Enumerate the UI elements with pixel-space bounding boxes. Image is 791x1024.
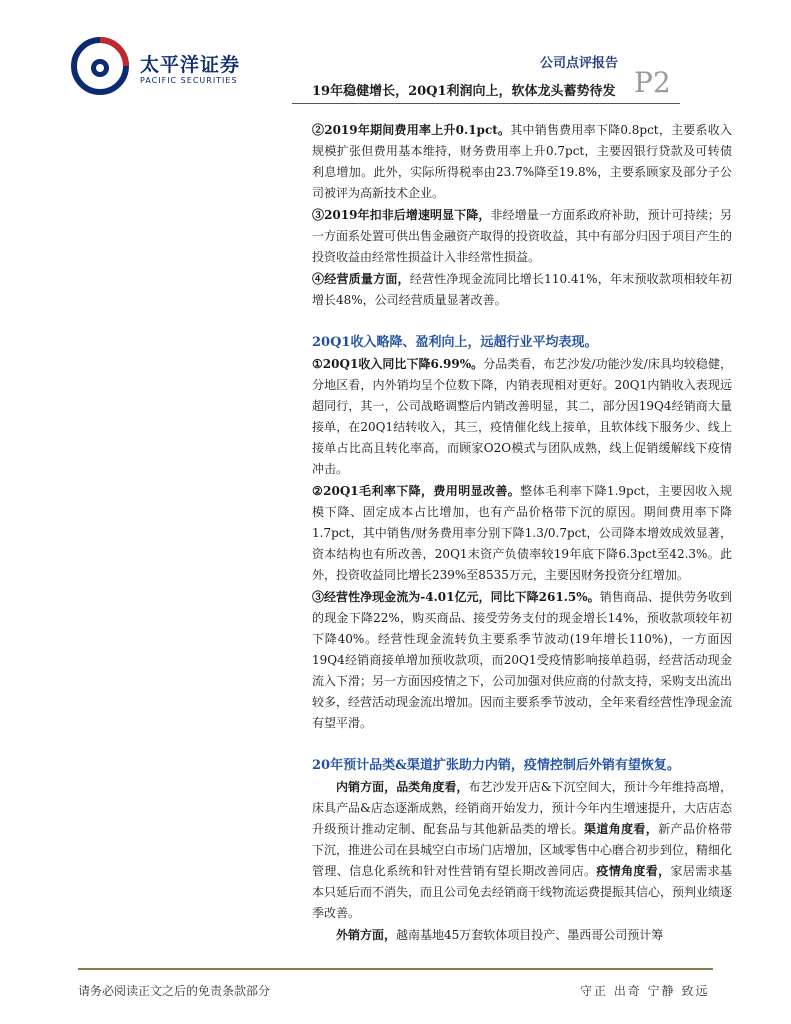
pacific-securities-logo [70, 36, 130, 96]
report-header [0, 0, 791, 110]
report-title: 19年稳健增长，20Q1利润向上，软体龙头蓄势待发 [312, 84, 616, 99]
section-title-20q1: 20Q1收入略降、盈利向上，远超行业平均表现。 [312, 335, 598, 350]
footer-divider [78, 968, 713, 970]
report-type: 公司点评报告 [540, 56, 619, 71]
report-body [312, 120, 732, 947]
paragraph-cash-flow-quality: ④经营质量方面，经营性净现金流同比增长110.41%，年末预收款项相较年初增长48%，公司经营质量显著改善。 [312, 272, 732, 307]
header-divider [292, 103, 680, 104]
brand-name-en: PACIFIC SECURITIES [140, 76, 238, 85]
paragraph-20q1-cash-flow: ③经营性净现金流为-4.01亿元，同比下降261.5%。销售商品、提供劳务收到的现金下降22%，购买商品、接受劳务支付的现金增长14%，预收款项较年初下降40%。经营性现金流转负主要系季节波动(19年增长110%)，一方面因19Q4经销商接单增加预收款项，而20Q1受疫情影响接单趋弱，经营活动现金流入下滑；另一方面因疫情之下，公司加强对供应商的付款支持，采购支出流出较多，经营活动现金流出增加。因而主要系季节波动，全年来看经营性净现金流有望平滑。 [312, 590, 733, 730]
company-motto: 守正 出奇 宁静 致远 [580, 984, 710, 998]
page-number: P2 [634, 66, 671, 99]
paragraph-20q1-margin: ②20Q1毛利率下降，费用明显改善。整体毛利率下降1.9pct，主要因收入规模下降、固定成本占比增加，也有产品价格带下沉的原因。期间费用率下降1.7pct，其中销售/财务费用率分别下降1.3/0.7pct，公司降本增效成效显著，资本结构也有所改善，20Q1末资产负债率较19年底下降6.3pct至42.3%。此外，投资收益同比增长239%至8535万元，主要因财务投资分红增加。 [312, 484, 732, 582]
section-title-outlook: 20年预计品类&渠道扩张助力内销，疫情控制后外销有望恢复。 [312, 758, 680, 773]
paragraph-domestic-sales: 内销方面，品类角度看，布艺沙发开店&下沉空间大，预计今年维持高增，床具产品&店态逐渐成熟，经销商开始发力，预计今年内生增速提升，大店店态升级预计推动定制、配套品与其他新品类的增长。渠道角度看，新产品价格带下沉，推进公司在县城空白市场门店增加，区域零售中心磨合初步到位，精细化管理、信息化系统和针对性营销有望长期改善同店。疫情角度看，家居需求基本只延后而不消失，而且公司免去经销商干线物流运费提振其信心，预判业绩逐季改善。 [312, 780, 733, 920]
paragraph-expense-ratio: ②2019年期间费用率上升0.1pct。其中销售费用率下降0.8pct，主要系收入规模扩张但费用基本维持，财务费用率上升0.7pct，主要因银行贷款及可转债利息增加。此外，实际所得税率由23.7%降至19.8%，主要系顾家及部分子公司被评为高新技术企业。 [312, 123, 732, 200]
paragraph-20q1-revenue: ①20Q1收入同比下降6.99%。分品类看，布艺沙发/功能沙发/床具均较稳健，分地区看，内外销均呈个位数下降，内销表现相对更好。20Q1内销收入表现远超同行，其一，公司战略调整后内销改善明显，其二，部分因19Q4经销商大量接单，在20Q1结转收入，其三，疫情催化线上接单，且软体线下服务少、线上接单占比高且转化率高，而顾家O2O模式与团队成熟，线上促销缓解线下疫情冲击。 [312, 357, 732, 476]
brand-name-cn: 太平洋证券 [140, 54, 241, 76]
disclaimer-note: 请务必阅读正文之后的免责条款部分 [78, 984, 271, 998]
paragraph-export-sales: 外销方面，越南基地45万套软体项目投产、墨西哥公司预计筹 [336, 928, 664, 942]
paragraph-non-recurring: ③2019年扣非后增速明显下降，非经增量一方面系政府补助，预计可持续；另一方面系处置可供出售金融资产取得的投资收益，其中有部分归因于项目产生的投资收益由经常性损益计入非经常性损益。 [312, 208, 733, 264]
